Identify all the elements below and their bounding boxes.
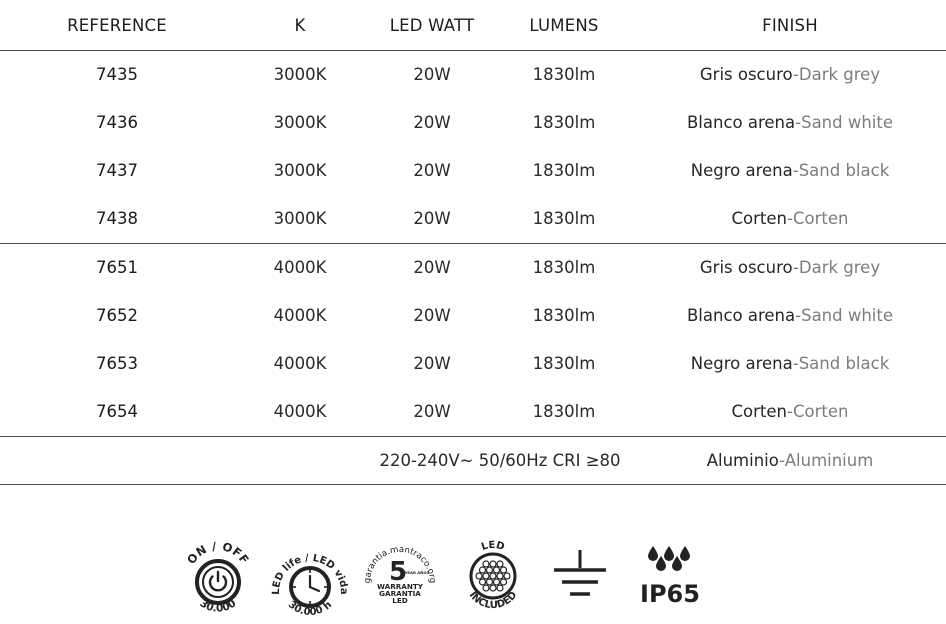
- cell-watt: 20W: [413, 161, 451, 180]
- finish-dash: -: [795, 113, 802, 132]
- header-reference: REFERENCE: [67, 16, 167, 35]
- cell-reference: 7653: [96, 354, 138, 373]
- cell-finish: [650, 99, 930, 147]
- cell-lumens: 1830lm: [532, 209, 596, 228]
- finish-dash: -: [792, 65, 799, 84]
- header-k: K: [294, 16, 306, 35]
- cell-k: 3000K: [273, 65, 327, 84]
- cell-reference: 7652: [96, 306, 138, 325]
- header-finish: FINISH: [762, 16, 818, 35]
- table-header: [0, 2, 946, 50]
- finish-en: Sand black: [798, 161, 890, 180]
- cell-material: [650, 437, 930, 485]
- cell-reference: 7436: [96, 113, 138, 132]
- led-life-arc-text: LED life / LED vida: [270, 552, 350, 595]
- led-included-bottom-text: INCLUDED: [466, 589, 520, 612]
- cell-watt: 20W: [413, 354, 451, 373]
- electrical-spec: 220-240V~ 50/60Hz CRI ≥80: [379, 451, 621, 470]
- table-row: [0, 51, 946, 99]
- finish-dash: -: [792, 161, 799, 180]
- finish-es: Negro arena: [690, 161, 793, 180]
- finish-es: Corten: [731, 209, 788, 228]
- finish-es: Negro arena: [690, 354, 793, 373]
- warranty-icon: [362, 534, 438, 618]
- svg-text:LED: [480, 540, 506, 553]
- cell-finish: [650, 244, 930, 292]
- cell-lumens: 1830lm: [532, 354, 596, 373]
- svg-text:INCLUDED: [467, 590, 520, 611]
- led-included-top-text: LED: [480, 539, 506, 554]
- cell-k: 4000K: [273, 402, 327, 421]
- material-en: Aluminium: [784, 451, 874, 470]
- cell-watt: 20W: [413, 306, 451, 325]
- cell-finish: [650, 340, 930, 388]
- table-row: [0, 99, 946, 147]
- finish-es: Blanco arena: [686, 113, 796, 132]
- finish-en: Sand white: [801, 306, 894, 325]
- on-off-value: 30.000: [197, 597, 239, 615]
- cell-lumens: 1830lm: [532, 65, 596, 84]
- finish-en: Sand white: [801, 113, 894, 132]
- warranty-line3: LED: [392, 596, 408, 605]
- cell-k: 3000K: [273, 161, 327, 180]
- table-row: [0, 388, 946, 436]
- svg-text:LED life / LED vida: [271, 553, 349, 595]
- table-row: [0, 292, 946, 340]
- warranty-line2: GARANTÍA: [379, 589, 421, 598]
- cell-lumens: 1830lm: [532, 402, 596, 421]
- cell-finish: [650, 388, 930, 436]
- table-row: [0, 195, 946, 243]
- header-lumens: LUMENS: [529, 16, 599, 35]
- cell-lumens: 1830lm: [532, 306, 596, 325]
- finish-es: Gris oscuro: [699, 65, 793, 84]
- finish-dash: -: [787, 402, 793, 421]
- cell-k: 4000K: [273, 306, 327, 325]
- certification-icons: [0, 520, 946, 624]
- led-included-icon: [455, 532, 531, 620]
- led-life-icon: [265, 534, 355, 620]
- finish-dash: -: [792, 354, 799, 373]
- cell-watt: 20W: [413, 113, 451, 132]
- cell-watt: 20W: [413, 209, 451, 228]
- warranty-arc-text: garantia.mantraco.org: [362, 544, 438, 584]
- led-life-value: 30.000 h: [285, 599, 335, 619]
- ground-icon: [552, 550, 608, 600]
- cell-finish: [650, 51, 930, 99]
- finish-dash: -: [779, 451, 785, 470]
- table-row: [0, 244, 946, 292]
- cell-k: 3000K: [273, 113, 327, 132]
- cell-lumens: 1830lm: [532, 258, 596, 277]
- finish-en: Corten: [792, 402, 849, 421]
- cell-k: 4000K: [273, 258, 327, 277]
- finish-dash: -: [787, 209, 793, 228]
- cell-reference: 7437: [96, 161, 138, 180]
- cell-lumens: 1830lm: [532, 113, 596, 132]
- cell-reference: 7654: [96, 402, 138, 421]
- cell-finish: [650, 292, 930, 340]
- cell-watt: 20W: [413, 402, 451, 421]
- warranty-number: 5: [388, 557, 408, 587]
- header-led-watt: LED WATT: [389, 16, 475, 35]
- finish-es: Gris oscuro: [699, 258, 793, 277]
- cell-watt: 20W: [413, 65, 451, 84]
- cell-lumens: 1830lm: [532, 161, 596, 180]
- finish-dash: -: [792, 258, 799, 277]
- finish-en: Dark grey: [798, 65, 881, 84]
- finish-en: Corten: [792, 209, 849, 228]
- ip-rating-label: IP65: [640, 580, 700, 608]
- on-off-top-text: ON / OFF: [184, 538, 253, 567]
- cell-k: 4000K: [273, 354, 327, 373]
- finish-dash: -: [795, 306, 802, 325]
- divider: [0, 484, 946, 485]
- cell-k: 3000K: [273, 209, 327, 228]
- ip65-icon: [636, 542, 706, 612]
- cell-finish: [650, 195, 930, 243]
- table-footer-row: [0, 437, 946, 485]
- warranty-years: YEAR AÑOS: [404, 570, 430, 575]
- finish-en: Dark grey: [798, 258, 881, 277]
- cell-finish: [650, 147, 930, 195]
- material-es: Aluminio: [706, 451, 780, 470]
- cell-reference: 7438: [96, 209, 138, 228]
- warranty-line1: WARRANTY: [377, 582, 423, 591]
- table-row: [0, 147, 946, 195]
- cell-watt: 20W: [413, 258, 451, 277]
- table-row: [0, 340, 946, 388]
- finish-es: Corten: [731, 402, 788, 421]
- on-off-icon: [182, 534, 254, 616]
- finish-en: Sand black: [798, 354, 890, 373]
- cell-reference: 7651: [96, 258, 138, 277]
- cell-reference: 7435: [96, 65, 138, 84]
- svg-text:30.000: [198, 597, 239, 615]
- finish-es: Blanco arena: [686, 306, 796, 325]
